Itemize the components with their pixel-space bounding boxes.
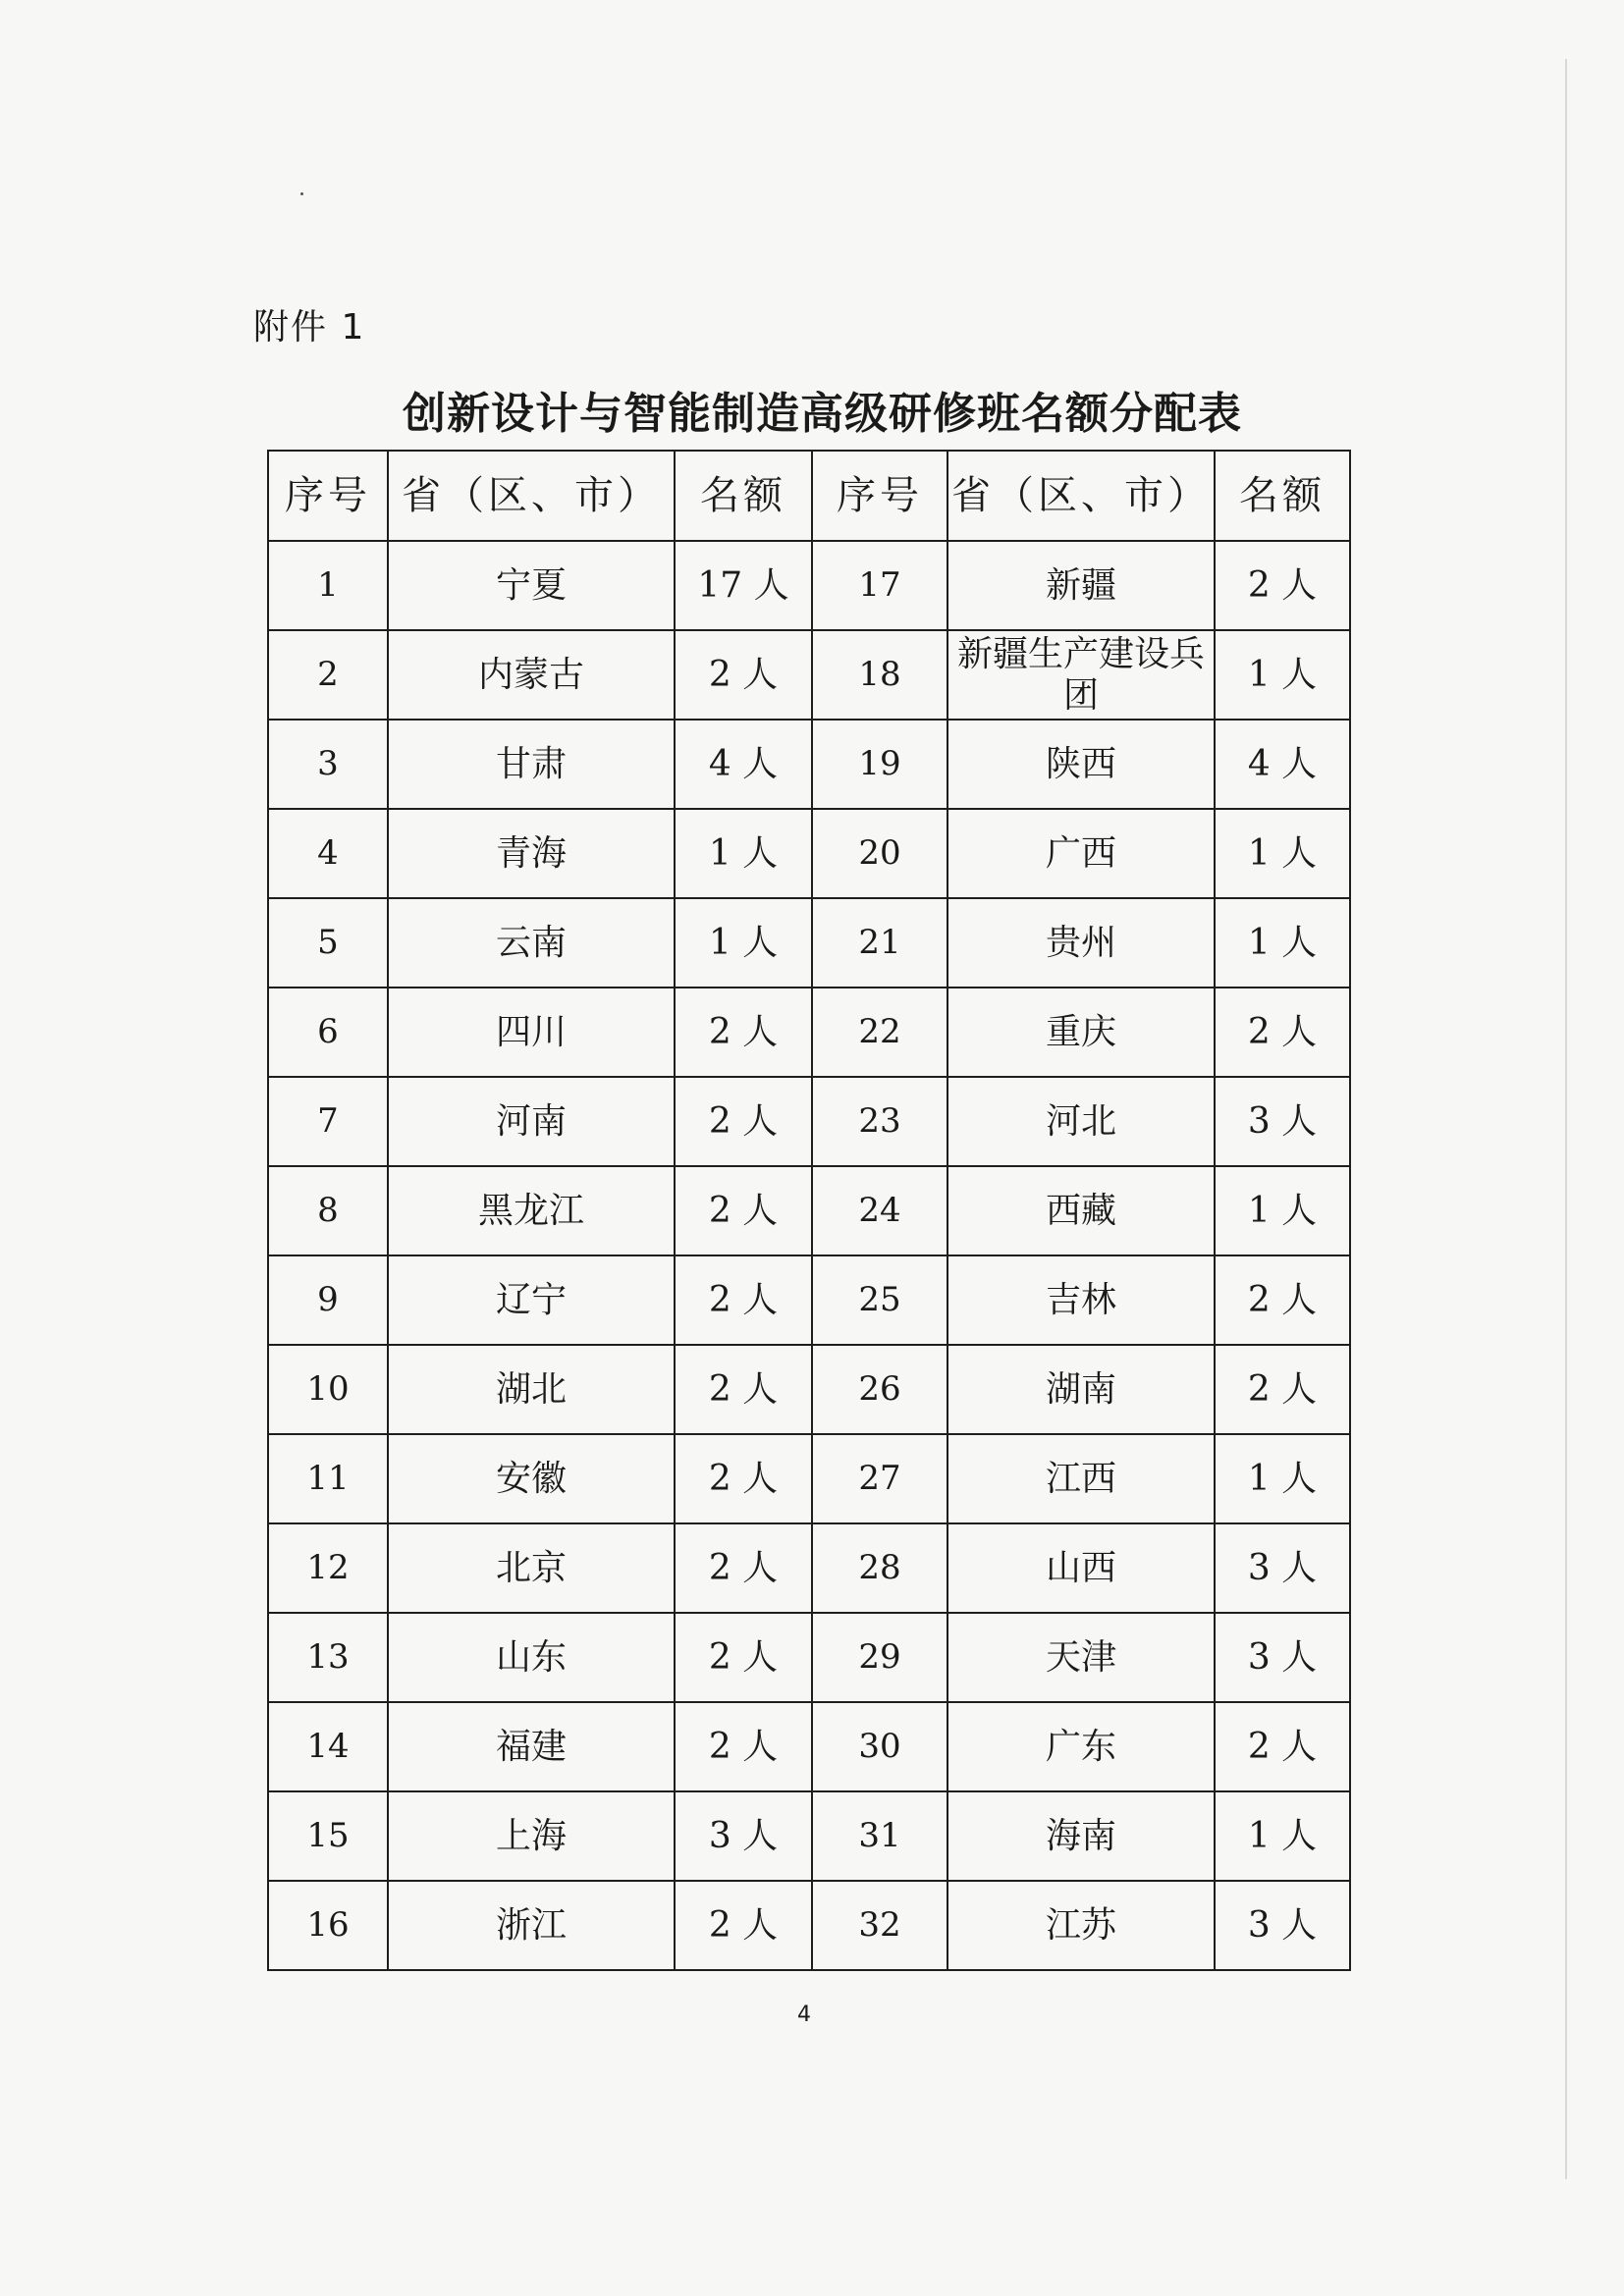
cell-region-right: 贵州	[947, 898, 1215, 988]
cell-index-left: 14	[268, 1702, 388, 1791]
cell-region-right: 天津	[947, 1613, 1215, 1702]
cell-region-right: 江苏	[947, 1881, 1215, 1970]
cell-quota-right: 2 人	[1215, 541, 1350, 630]
cell-quota-right: 2 人	[1215, 1702, 1350, 1791]
cell-quota-right: 4 人	[1215, 720, 1350, 809]
quota-table	[267, 450, 1351, 1971]
cell-index-right: 26	[812, 1345, 947, 1434]
table-header-row	[268, 451, 1350, 541]
cell-region-right: 山西	[947, 1523, 1215, 1613]
cell-quota-right: 1 人	[1215, 809, 1350, 898]
cell-index-right: 24	[812, 1166, 947, 1255]
cell-region-left: 甘肃	[388, 720, 675, 809]
table-row	[268, 720, 1350, 809]
table-row	[268, 1881, 1350, 1970]
header-quota-right: 名额	[1215, 451, 1350, 541]
cell-quota-right: 2 人	[1215, 1255, 1350, 1345]
cell-quota-right: 2 人	[1215, 988, 1350, 1077]
cell-index-left: 5	[268, 898, 388, 988]
cell-region-left: 河南	[388, 1077, 675, 1166]
cell-quota-right: 3 人	[1215, 1077, 1350, 1166]
cell-quota-left: 2 人	[675, 988, 812, 1077]
cell-region-left: 山东	[388, 1613, 675, 1702]
scan-speck	[300, 192, 303, 195]
table-row	[268, 1523, 1350, 1613]
cell-quota-left: 2 人	[675, 1523, 812, 1613]
cell-quota-left: 2 人	[675, 1434, 812, 1523]
page-number: 4	[797, 2002, 811, 2027]
cell-index-right: 31	[812, 1791, 947, 1881]
table-row	[268, 988, 1350, 1077]
table-row	[268, 898, 1350, 988]
cell-index-left: 16	[268, 1881, 388, 1970]
header-region-right: 省（区、市）	[947, 451, 1215, 541]
cell-index-right: 30	[812, 1702, 947, 1791]
cell-region-right: 新疆	[947, 541, 1215, 630]
attachment-label: 附件 1	[253, 307, 366, 347]
cell-quota-left: 4 人	[675, 720, 812, 809]
cell-region-right: 重庆	[947, 988, 1215, 1077]
table-row	[268, 1791, 1350, 1881]
cell-region-left: 宁夏	[388, 541, 675, 630]
document-title: 创新设计与智能制造高级研修班名额分配表	[403, 389, 1242, 439]
cell-region-left: 辽宁	[388, 1255, 675, 1345]
cell-region-left: 云南	[388, 898, 675, 988]
cell-quota-right: 2 人	[1215, 1345, 1350, 1434]
cell-index-right: 28	[812, 1523, 947, 1613]
cell-quota-left: 2 人	[675, 1613, 812, 1702]
table-row	[268, 1255, 1350, 1345]
table-row	[268, 1702, 1350, 1791]
cell-region-right: 广东	[947, 1702, 1215, 1791]
cell-index-left: 13	[268, 1613, 388, 1702]
cell-index-left: 6	[268, 988, 388, 1077]
cell-quota-right: 3 人	[1215, 1613, 1350, 1702]
cell-region-right: 海南	[947, 1791, 1215, 1881]
cell-index-left: 11	[268, 1434, 388, 1523]
cell-region-right: 吉林	[947, 1255, 1215, 1345]
cell-index-right: 22	[812, 988, 947, 1077]
cell-index-right: 20	[812, 809, 947, 898]
cell-index-left: 15	[268, 1791, 388, 1881]
cell-index-left: 4	[268, 809, 388, 898]
cell-index-left: 7	[268, 1077, 388, 1166]
cell-region-right: 新疆生产建设兵团	[947, 630, 1215, 720]
cell-region-right: 湖南	[947, 1345, 1215, 1434]
cell-index-right: 23	[812, 1077, 947, 1166]
table-row	[268, 1077, 1350, 1166]
cell-index-left: 10	[268, 1345, 388, 1434]
cell-region-left: 黑龙江	[388, 1166, 675, 1255]
cell-quota-left: 3 人	[675, 1791, 812, 1881]
cell-index-left: 9	[268, 1255, 388, 1345]
cell-quota-left: 2 人	[675, 1881, 812, 1970]
header-index-left: 序号	[268, 451, 388, 541]
cell-index-right: 17	[812, 541, 947, 630]
cell-index-left: 8	[268, 1166, 388, 1255]
cell-quota-left: 2 人	[675, 1077, 812, 1166]
cell-quota-left: 2 人	[675, 1345, 812, 1434]
cell-region-left: 青海	[388, 809, 675, 898]
cell-region-right: 江西	[947, 1434, 1215, 1523]
cell-region-right: 广西	[947, 809, 1215, 898]
cell-quota-left: 2 人	[675, 1166, 812, 1255]
header-region-left: 省（区、市）	[388, 451, 675, 541]
cell-index-right: 32	[812, 1881, 947, 1970]
cell-index-left: 12	[268, 1523, 388, 1613]
cell-region-left: 福建	[388, 1702, 675, 1791]
table-row	[268, 1613, 1350, 1702]
cell-quota-right: 1 人	[1215, 1166, 1350, 1255]
cell-quota-left: 2 人	[675, 1702, 812, 1791]
cell-quota-right: 1 人	[1215, 1791, 1350, 1881]
cell-index-left: 3	[268, 720, 388, 809]
header-index-right: 序号	[812, 451, 947, 541]
cell-region-left: 上海	[388, 1791, 675, 1881]
cell-quota-left: 2 人	[675, 630, 812, 720]
table-row	[268, 1345, 1350, 1434]
cell-index-left: 1	[268, 541, 388, 630]
cell-region-left: 内蒙古	[388, 630, 675, 720]
cell-region-left: 北京	[388, 1523, 675, 1613]
table-row	[268, 630, 1350, 720]
cell-index-right: 21	[812, 898, 947, 988]
cell-region-right: 陕西	[947, 720, 1215, 809]
page-edge-line	[1565, 59, 1567, 2179]
table-row	[268, 809, 1350, 898]
cell-index-left: 2	[268, 630, 388, 720]
cell-region-right: 西藏	[947, 1166, 1215, 1255]
cell-region-left: 湖北	[388, 1345, 675, 1434]
cell-quota-right: 1 人	[1215, 898, 1350, 988]
cell-index-right: 25	[812, 1255, 947, 1345]
cell-quota-left: 2 人	[675, 1255, 812, 1345]
cell-region-left: 浙江	[388, 1881, 675, 1970]
cell-quota-right: 1 人	[1215, 630, 1350, 720]
table-row	[268, 1166, 1350, 1255]
table-body	[268, 541, 1350, 1970]
cell-index-right: 27	[812, 1434, 947, 1523]
cell-quota-left: 1 人	[675, 809, 812, 898]
header-quota-left: 名额	[675, 451, 812, 541]
cell-quota-right: 3 人	[1215, 1523, 1350, 1613]
cell-index-right: 18	[812, 630, 947, 720]
cell-quota-right: 1 人	[1215, 1434, 1350, 1523]
cell-quota-left: 17 人	[675, 541, 812, 630]
cell-quota-left: 1 人	[675, 898, 812, 988]
cell-index-right: 19	[812, 720, 947, 809]
cell-quota-right: 3 人	[1215, 1881, 1350, 1970]
cell-region-right: 河北	[947, 1077, 1215, 1166]
table-row	[268, 541, 1350, 630]
cell-region-left: 四川	[388, 988, 675, 1077]
cell-region-left: 安徽	[388, 1434, 675, 1523]
cell-index-right: 29	[812, 1613, 947, 1702]
table-row	[268, 1434, 1350, 1523]
